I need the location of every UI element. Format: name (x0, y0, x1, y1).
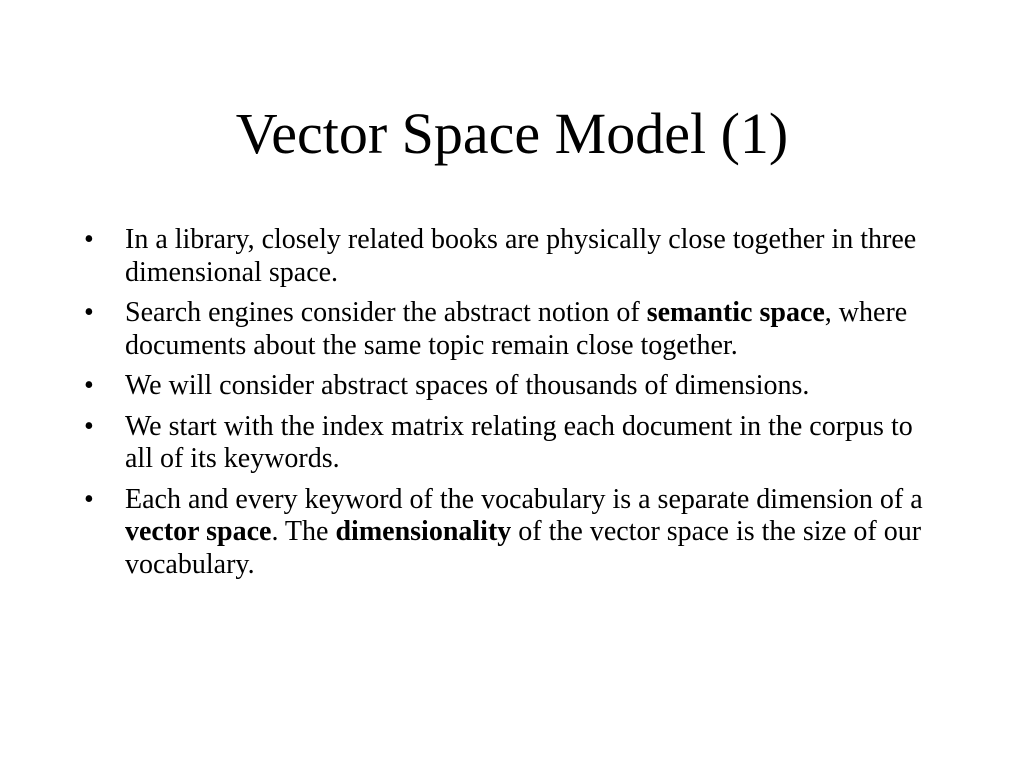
bullet-item (84, 411, 944, 476)
bullet-item (84, 297, 944, 362)
bullet-text (125, 484, 923, 580)
bullet-dot-icon: • (84, 224, 94, 255)
bullet-item (84, 484, 944, 582)
text-segment: of the vector space is the size of our vocabulary. (125, 516, 922, 580)
bullet-text (125, 297, 907, 361)
bold-term: vector space (125, 516, 272, 547)
bullet-dot-icon: • (84, 410, 94, 442)
bullet-item (84, 370, 944, 403)
bullet-dot-icon: • (84, 297, 94, 328)
bullet-text (125, 370, 809, 401)
text-segment: We will consider abstract spaces of thousands of dimensions. (125, 370, 810, 401)
slide-title: Vector Space Model (1) (235, 101, 789, 166)
bullet-text (125, 411, 913, 475)
text-segment: We start with the index matrix relating each document in the corpus to all of its keywords. (125, 410, 913, 474)
text-segment: In a library, closely related books are physically close together in three dimensional space. (125, 224, 917, 288)
text-segment: Each and every keyword of the vocabulary is a separate dimension of a (125, 483, 923, 515)
bullet-item (84, 224, 944, 289)
bullet-text (125, 224, 916, 288)
text-segment: , where documents about the same topic remain close together. (125, 297, 908, 361)
text-segment: Search engines consider the abstract notion of (125, 297, 647, 328)
bold-term: semantic space (646, 297, 825, 328)
bold-term: dimensionality (335, 516, 512, 547)
bullet-dot-icon: • (84, 483, 94, 515)
bullet-dot-icon: • (84, 370, 94, 401)
bullet-list (84, 224, 944, 589)
text-segment: . The (271, 516, 336, 547)
